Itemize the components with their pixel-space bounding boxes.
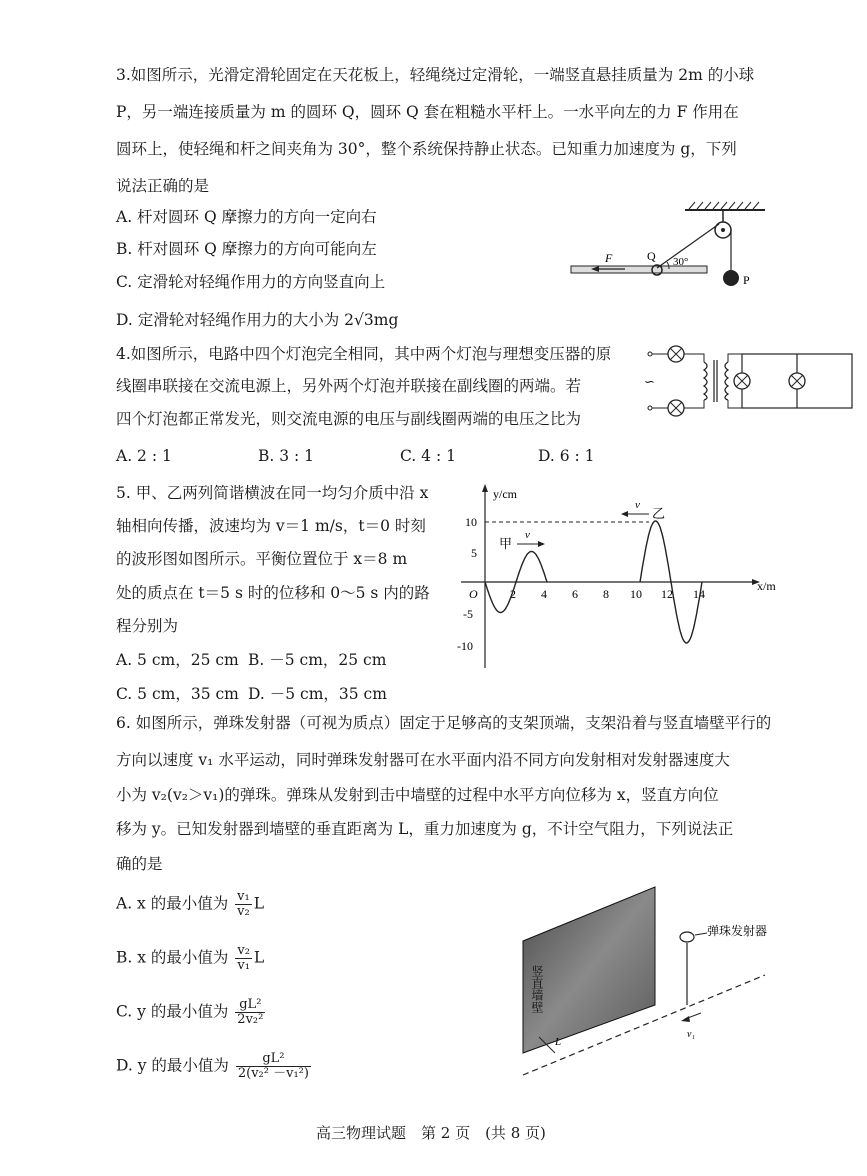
q3-option-c: C. 定滑轮对轻绳作用力的方向竖直向上 [116, 273, 386, 291]
q6-option-b-fraction [235, 944, 252, 973]
origin-label: O [469, 587, 478, 601]
y-axis-arrow [482, 484, 488, 492]
q3-line-3: 圆环上，使轻绳和杆之间夹角为 30°，整个系统保持静止状态。已知重力加速度为 g，下列 [116, 140, 737, 158]
secondary-coil [725, 362, 728, 400]
distance-label: L [555, 1036, 562, 1048]
q6-option-d [116, 1052, 313, 1081]
q6-line-3: 小为 v₂(v₂＞v₁)的弹珠。弹珠从发射到击中墙壁的过程中水平方向位移为 x，竖直方向位 [116, 786, 719, 804]
q6-option-a-suffix: L [253, 894, 265, 913]
x-axis-label: x/m [757, 579, 776, 593]
x-tick-2: 2 [510, 587, 516, 601]
q3-option-b: B. 杆对圆环 Q 摩擦力的方向可能向左 [116, 240, 377, 258]
x-tick-4: 4 [541, 587, 547, 601]
pulley-figure [565, 200, 765, 296]
q6-option-b-numerator: v₂ [237, 943, 250, 958]
q6-option-d-fraction [236, 1052, 311, 1081]
y-tick-neg5: -5 [463, 607, 473, 621]
q6-line-1: 6. 如图所示，弹珠发射器（可视为质点）固定于足够高的支架顶端，支架沿着与竖直墙壁平行的 [116, 714, 772, 732]
q6-option-a-numerator: v₁ [237, 889, 250, 904]
y-tick-5: 5 [471, 546, 477, 560]
angle-label: 30° [673, 256, 689, 268]
q6-option-c-fraction [235, 998, 265, 1027]
q3-line-1: 3.如图所示，光滑定滑轮固定在天花板上，轻绳绕过定滑轮，一端竖直悬挂质量为 2m 的小球 [116, 66, 755, 84]
q4-option-c: C. 4 : 1 [400, 447, 456, 465]
q6-option-c-text: C. y 的最小值为 [116, 1002, 229, 1021]
series-jia-velocity-label: v [525, 529, 530, 541]
lamp-secondary-left [734, 373, 750, 389]
q4-line-1: 4.如图所示，电路中四个灯泡完全相同，其中两个灯泡与理想变压器的原 [116, 345, 612, 363]
lamp-primary-bottom [668, 400, 684, 416]
q6-option-c [116, 998, 267, 1027]
q6-line-5: 确的是 [116, 855, 163, 873]
q5-line-1: 5. 甲、乙两列简谐横波在同一均匀介质中沿 x [116, 484, 429, 502]
q6-option-c-denominator: 2v₂² [237, 1012, 264, 1027]
q6-option-d-denominator: 2(v₂² －v₁²) [237, 1066, 309, 1081]
q6-option-a-fraction [235, 890, 252, 919]
page-footer: 高三物理试题 第 2 页 (共 8 页) [316, 1124, 546, 1142]
launcher-label: 弹珠发射器 [707, 924, 768, 938]
q6-option-a-denominator: v₂ [237, 904, 250, 919]
q5-line-2: 轴相向传播，波速均为 v＝1 m/s，t＝0 时刻 [116, 517, 426, 535]
q6-option-b [116, 944, 264, 973]
series-jia-label: 甲 [499, 536, 513, 551]
force-label: F [605, 251, 613, 265]
series-yi-velocity-label: v [635, 499, 640, 511]
ac-source-symbol: ∽ [644, 374, 655, 389]
q4-line-3: 四个灯泡都正常发光，则交流电源的电压与副线圈两端的电压之比为 [116, 410, 582, 428]
x-tick-14: 14 [693, 587, 705, 601]
lamp-secondary-right [789, 373, 805, 389]
x-tick-10: 10 [630, 587, 642, 601]
q4-option-a: A. 2 : 1 [116, 447, 172, 465]
q5-line-4: 处的质点在 t＝5 s 时的位移和 0～5 s 内的路 [116, 584, 430, 602]
q5-option-d: D. －5 cm，35 cm [248, 685, 387, 703]
q6-option-a [116, 890, 264, 919]
ball-p [723, 270, 739, 286]
q6-option-c-numerator: gL² [235, 998, 265, 1013]
x-tick-6: 6 [572, 587, 578, 601]
q3-line-4: 说法正确的是 [116, 177, 210, 195]
q6-option-b-text: B. x 的最小值为 [116, 948, 229, 967]
primary-coil [704, 362, 707, 400]
q4-line-2: 线圈串联接在交流电源上，另外两个灯泡并联接在副线圈的两端。若 [116, 377, 582, 395]
series-jia-arrowhead [538, 541, 545, 547]
q6-option-b-suffix: L [253, 948, 265, 967]
q6-option-d-numerator: gL² [236, 1052, 311, 1067]
y-tick-10: 10 [465, 515, 477, 529]
launcher-figure [515, 885, 815, 1085]
lamp-primary-top [668, 346, 684, 362]
q5-option-a: A. 5 cm，25 cm [116, 651, 239, 669]
q6-option-d-text: D. y 的最小值为 [116, 1056, 229, 1075]
marble-launcher [680, 932, 694, 942]
q5-option-b: B. －5 cm，25 cm [248, 651, 387, 669]
y-tick-neg10: -10 [457, 639, 473, 653]
q3-line-2: P，另一端连接质量为 m 的圆环 Q，圆环 Q 套在粗糙水平杆上。一水平向左的力 F 作用在 [116, 103, 739, 121]
q5-line-3: 的波形图如图所示。平衡位置位于 x＝8 m [116, 550, 408, 568]
q5-line-5: 程分别为 [116, 617, 179, 635]
wall-label: 竖直墙壁 [530, 965, 544, 1013]
q5-option-c: C. 5 cm，35 cm [116, 685, 239, 703]
q3-option-d: D. 定滑轮对轻绳作用力的大小为 2√3mg [116, 311, 399, 329]
ring-q-label: Q [647, 249, 656, 263]
q6-line-2: 方向以速度 v₁ 水平运动，同时弹珠发射器可在水平面内沿不同方向发射相对发射器速度大 [116, 751, 730, 769]
q6-option-a-text: A. x 的最小值为 [116, 894, 229, 913]
series-yi-label: 乙 [652, 506, 666, 521]
q3-option-a: A. 杆对圆环 Q 摩擦力的方向一定向右 [116, 208, 377, 226]
x-tick-12: 12 [661, 587, 673, 601]
y-axis-label: y/cm [493, 487, 517, 501]
q4-option-b: B. 3 : 1 [258, 447, 315, 465]
q6-line-4: 移为 y。已知发射器到墙壁的垂直距离为 L，重力加速度为 g，不计空气阻力，下列说法正 [116, 820, 734, 838]
wave-chart [455, 478, 785, 678]
q6-option-b-denominator: v₁ [237, 958, 250, 973]
q4-option-d: D. 6 : 1 [538, 447, 595, 465]
velocity-label: v₁ [687, 1029, 695, 1040]
x-tick-8: 8 [603, 587, 609, 601]
circuit-figure [642, 340, 862, 420]
series-yi-arrowhead [621, 511, 628, 517]
ball-p-label: P [743, 273, 750, 287]
